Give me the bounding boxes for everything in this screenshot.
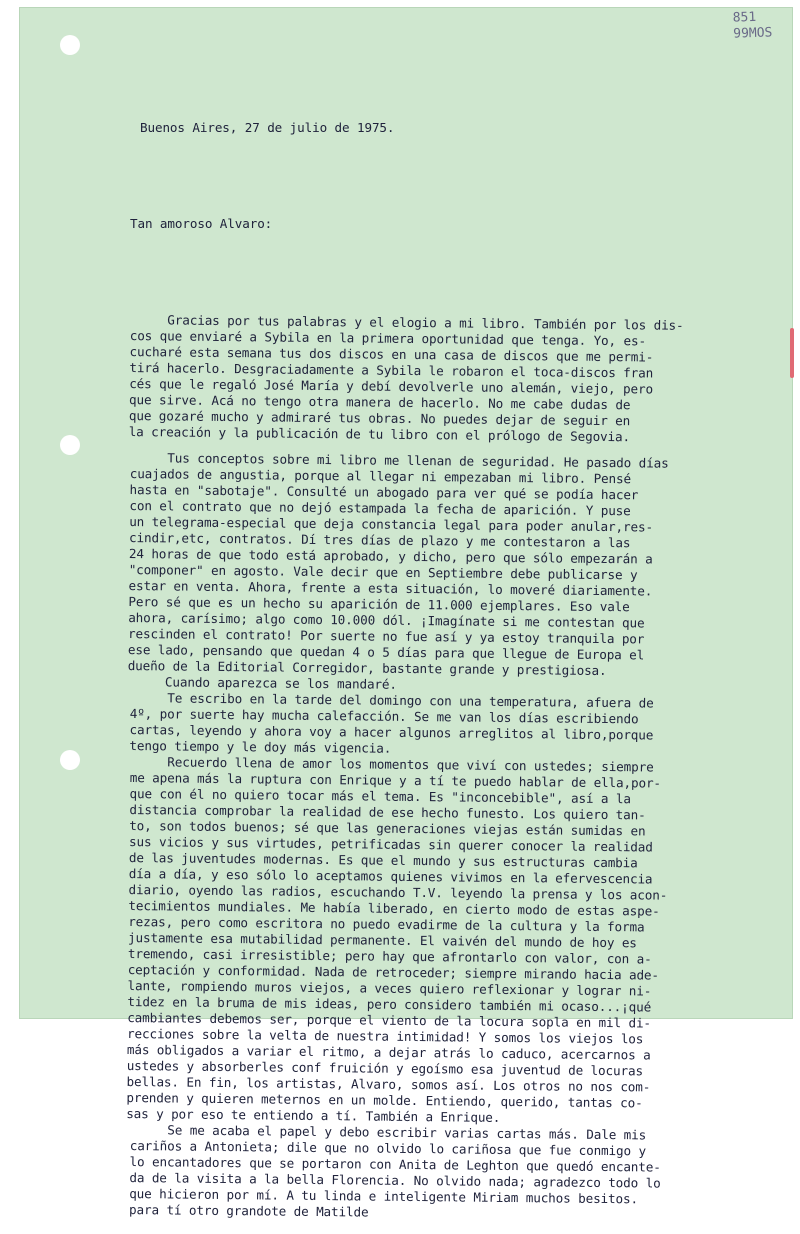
- text-line: recciones sobre la velta de nuestra intimidad! Y somos los viejos los: [126, 1025, 644, 1047]
- paragraph: [129, 1122, 775, 1225]
- text-line: justamente esa mutabilidad permanente. El vaivén del mundo de hoy es: [127, 929, 637, 951]
- text-line: cartas, leyendo y ahora voy a hacer algunos arreglitos al libro,porque: [129, 721, 654, 743]
- paragraph: [126, 754, 775, 1129]
- text-line: cariños a Antonieta; dile que no olvido lo cariñosa que fue conmigo y: [129, 1137, 647, 1159]
- letter-date: Buenos Aires, 27 de julio de 1975.: [140, 120, 395, 135]
- text-line: dueño de la Editorial Corregidor, bastante grande y prestigiosa.: [127, 657, 607, 679]
- text-line: ceptación y conformidad. Nada de retroceder; siempre mirando hacia ade-: [127, 961, 660, 983]
- text-line: más obligados a variar el ritmo, a dejar atrás lo caduco, acercarnos a: [126, 1041, 651, 1063]
- text-line: 4º, por suerte hay mucha calefacción. Se me van los días escribiendo: [129, 705, 639, 727]
- archive-number: 851: [732, 9, 757, 26]
- text-line: sus vicios y sus virtudes, petrificadas sin querer conocer la realidad: [129, 833, 653, 855]
- archive-code: 99MOS: [733, 25, 773, 42]
- text-line: hasta en "sabotaje". Consulté un abogado para ver qué se podía hacer: [129, 481, 639, 503]
- text-line: que con él no quiero tocar más el tema. Es "inconcebible", así a la: [129, 785, 631, 807]
- text-line: Gracias por tus palabras y el elogio a mi libro. También por los dis-: [129, 312, 684, 333]
- text-line: da de la visita a la bella Florencia. No olvido nada; agradezco todo lo: [129, 1169, 661, 1191]
- archive-annotation: [732, 9, 772, 42]
- text-line: lo encantadores que se portaron con Anita de Leghton que quedó encante-: [129, 1153, 661, 1175]
- spacer: [130, 264, 775, 280]
- text-line: cos que enviaré a Sybila en la primera oportunidad que tenga. Yo, es-: [129, 327, 647, 349]
- text-line: rescinden el contrato! Por suerte no fue así y ya estoy tranquila por: [127, 625, 645, 647]
- text-line: ese lado, pensando que quedan 4 o 5 días para que llegue de Europa el: [127, 641, 645, 663]
- spacer: [130, 168, 775, 184]
- text-line: para tí otro grandote de Matilde: [129, 1201, 369, 1220]
- text-line: prenden y quieren meternos en un molde. Entiendo, querido, tantas co-: [126, 1089, 643, 1111]
- salutation: Tan amoroso Alvaro:: [130, 216, 273, 231]
- paragraph: [129, 312, 775, 447]
- text-line: tremendo, casi irresistible; pero hay que afrontarlo con valor, con a-: [127, 945, 652, 967]
- text-line: día a día, y eso sólo lo aceptamos quienes vivimos en la efervescencia: [128, 865, 653, 887]
- paragraph: [129, 690, 775, 761]
- text-line: Cuando aparezca se los mandaré.: [127, 673, 397, 692]
- text-line: sas y por eso te entiendo a tí. También a Enrique.: [126, 1105, 501, 1125]
- text-line: Pero sé que es un hecho su aparición de 11.000 ejemplares. Eso vale: [128, 593, 630, 615]
- text-line: bellas. En fin, los artistas, Alvaro, somos así. Los otros no nos com-: [126, 1073, 651, 1095]
- text-line: to, son todos buenos; sé que las generaciones viejas están sumidas en: [129, 817, 646, 839]
- text-line: me apena más la ruptura con Enrique y a tí te puedo hablar de ella,por-: [129, 769, 662, 791]
- punch-hole: [60, 435, 80, 455]
- text-line: con el contrato que no dejó estampada la fecha de aparición. Y puse: [129, 497, 631, 519]
- text-line: ahora, carísimo; algo como 10.000 dól. ¡Imagínate si me contestan que: [128, 609, 645, 631]
- letter-body: [126, 88, 775, 1234]
- text-line: de las juventudes modernas. Es que el mundo y sus estructuras cambia: [128, 849, 638, 871]
- text-line: que gozaré mucho y admiraré tus obras. No puedes dejar de seguir en: [128, 407, 631, 429]
- text-line: Recuerdo llena de amor los momentos que viví con ustedes; siempre: [129, 754, 654, 775]
- text-line: estar en venta. Ahora, frente a esta situación, lo moveré diariamente.: [128, 577, 653, 599]
- text-line: distancia comprobar la realidad de ese hecho funesto. Los quiero tan-: [129, 801, 646, 823]
- text-line: tecimientos mundiales. Me había liberado, en cierto modo de estas aspe-: [128, 897, 660, 919]
- text-line: tirá hacerlo. Desgraciadamente a Sybila le robaron el toca-discos fran: [129, 359, 654, 381]
- text-line: rezas, pero como escritora no puedo evadirme de la cultura y la forma: [128, 913, 645, 935]
- text-line: Se me acaba el papel y debo escribir varias cartas más. Dale mis: [129, 1122, 647, 1143]
- paragraphs: [126, 312, 775, 1220]
- punch-hole: [60, 750, 80, 770]
- text-line: Tus conceptos sobre mi libro me llenan de seguridad. He pasado días: [129, 450, 669, 471]
- text-line: diario, oyendo las radios, escuchando T.V. leyendo la prensa y los acon-: [128, 881, 668, 903]
- text-line: lante, rompiendo muros viejos, a veces quiero reflexionar y lograr ni-: [127, 977, 652, 999]
- text-line: "componer" en agosto. Vale decir que en Septiembre debe publicarse y: [128, 561, 638, 583]
- text-line: la creación y la publicación de tu libro con el prólogo de Segovia.: [128, 423, 631, 445]
- text-line: 24 horas de que todo está aprobado, y dicho, pero que sólo empezarán a: [128, 545, 653, 567]
- text-line: Te escribo en la tarde del domingo con una temperatura, afuera de: [129, 690, 654, 711]
- text-line: ustedes y absorberles conf fruición y egoísmo esa juventud de locuras: [126, 1057, 644, 1079]
- red-ink-mark: [790, 328, 794, 378]
- text-line: que hicieron por mí. A tu linda e inteligente Miriam muchos besitos.: [129, 1185, 639, 1207]
- text-line: cucharé esta semana tus dos discos en una casa de discos que me permi-: [129, 343, 654, 365]
- punch-hole: [60, 35, 80, 55]
- text-line: cés que le regaló José María y debí devolverle uno alemán, viejo, pero: [129, 375, 654, 397]
- text-line: cambiantes debemos ser, porque el viento de la locura sopla en mil di-: [127, 1009, 652, 1031]
- text-line: un telegrama-especial que deja constancia legal para poder anular,res-: [129, 513, 654, 535]
- text-line: cuajados de angustia, porque al llegar ni empezaban mi libro. Pensé: [129, 465, 632, 487]
- text-line: tidez en la bruma de mis ideas, pero considero también mi ocaso...¡qué: [127, 993, 652, 1015]
- text-line: cindir,etc, contratos. Dí tres días de plazo y me contestaron a las: [129, 529, 631, 551]
- text-line: que sirve. Acá no tengo otra manera de hacerlo. No me cabe dudas de: [129, 391, 631, 413]
- paragraph: [127, 450, 774, 697]
- text-line: tengo tiempo y le doy más vigencia.: [129, 737, 392, 756]
